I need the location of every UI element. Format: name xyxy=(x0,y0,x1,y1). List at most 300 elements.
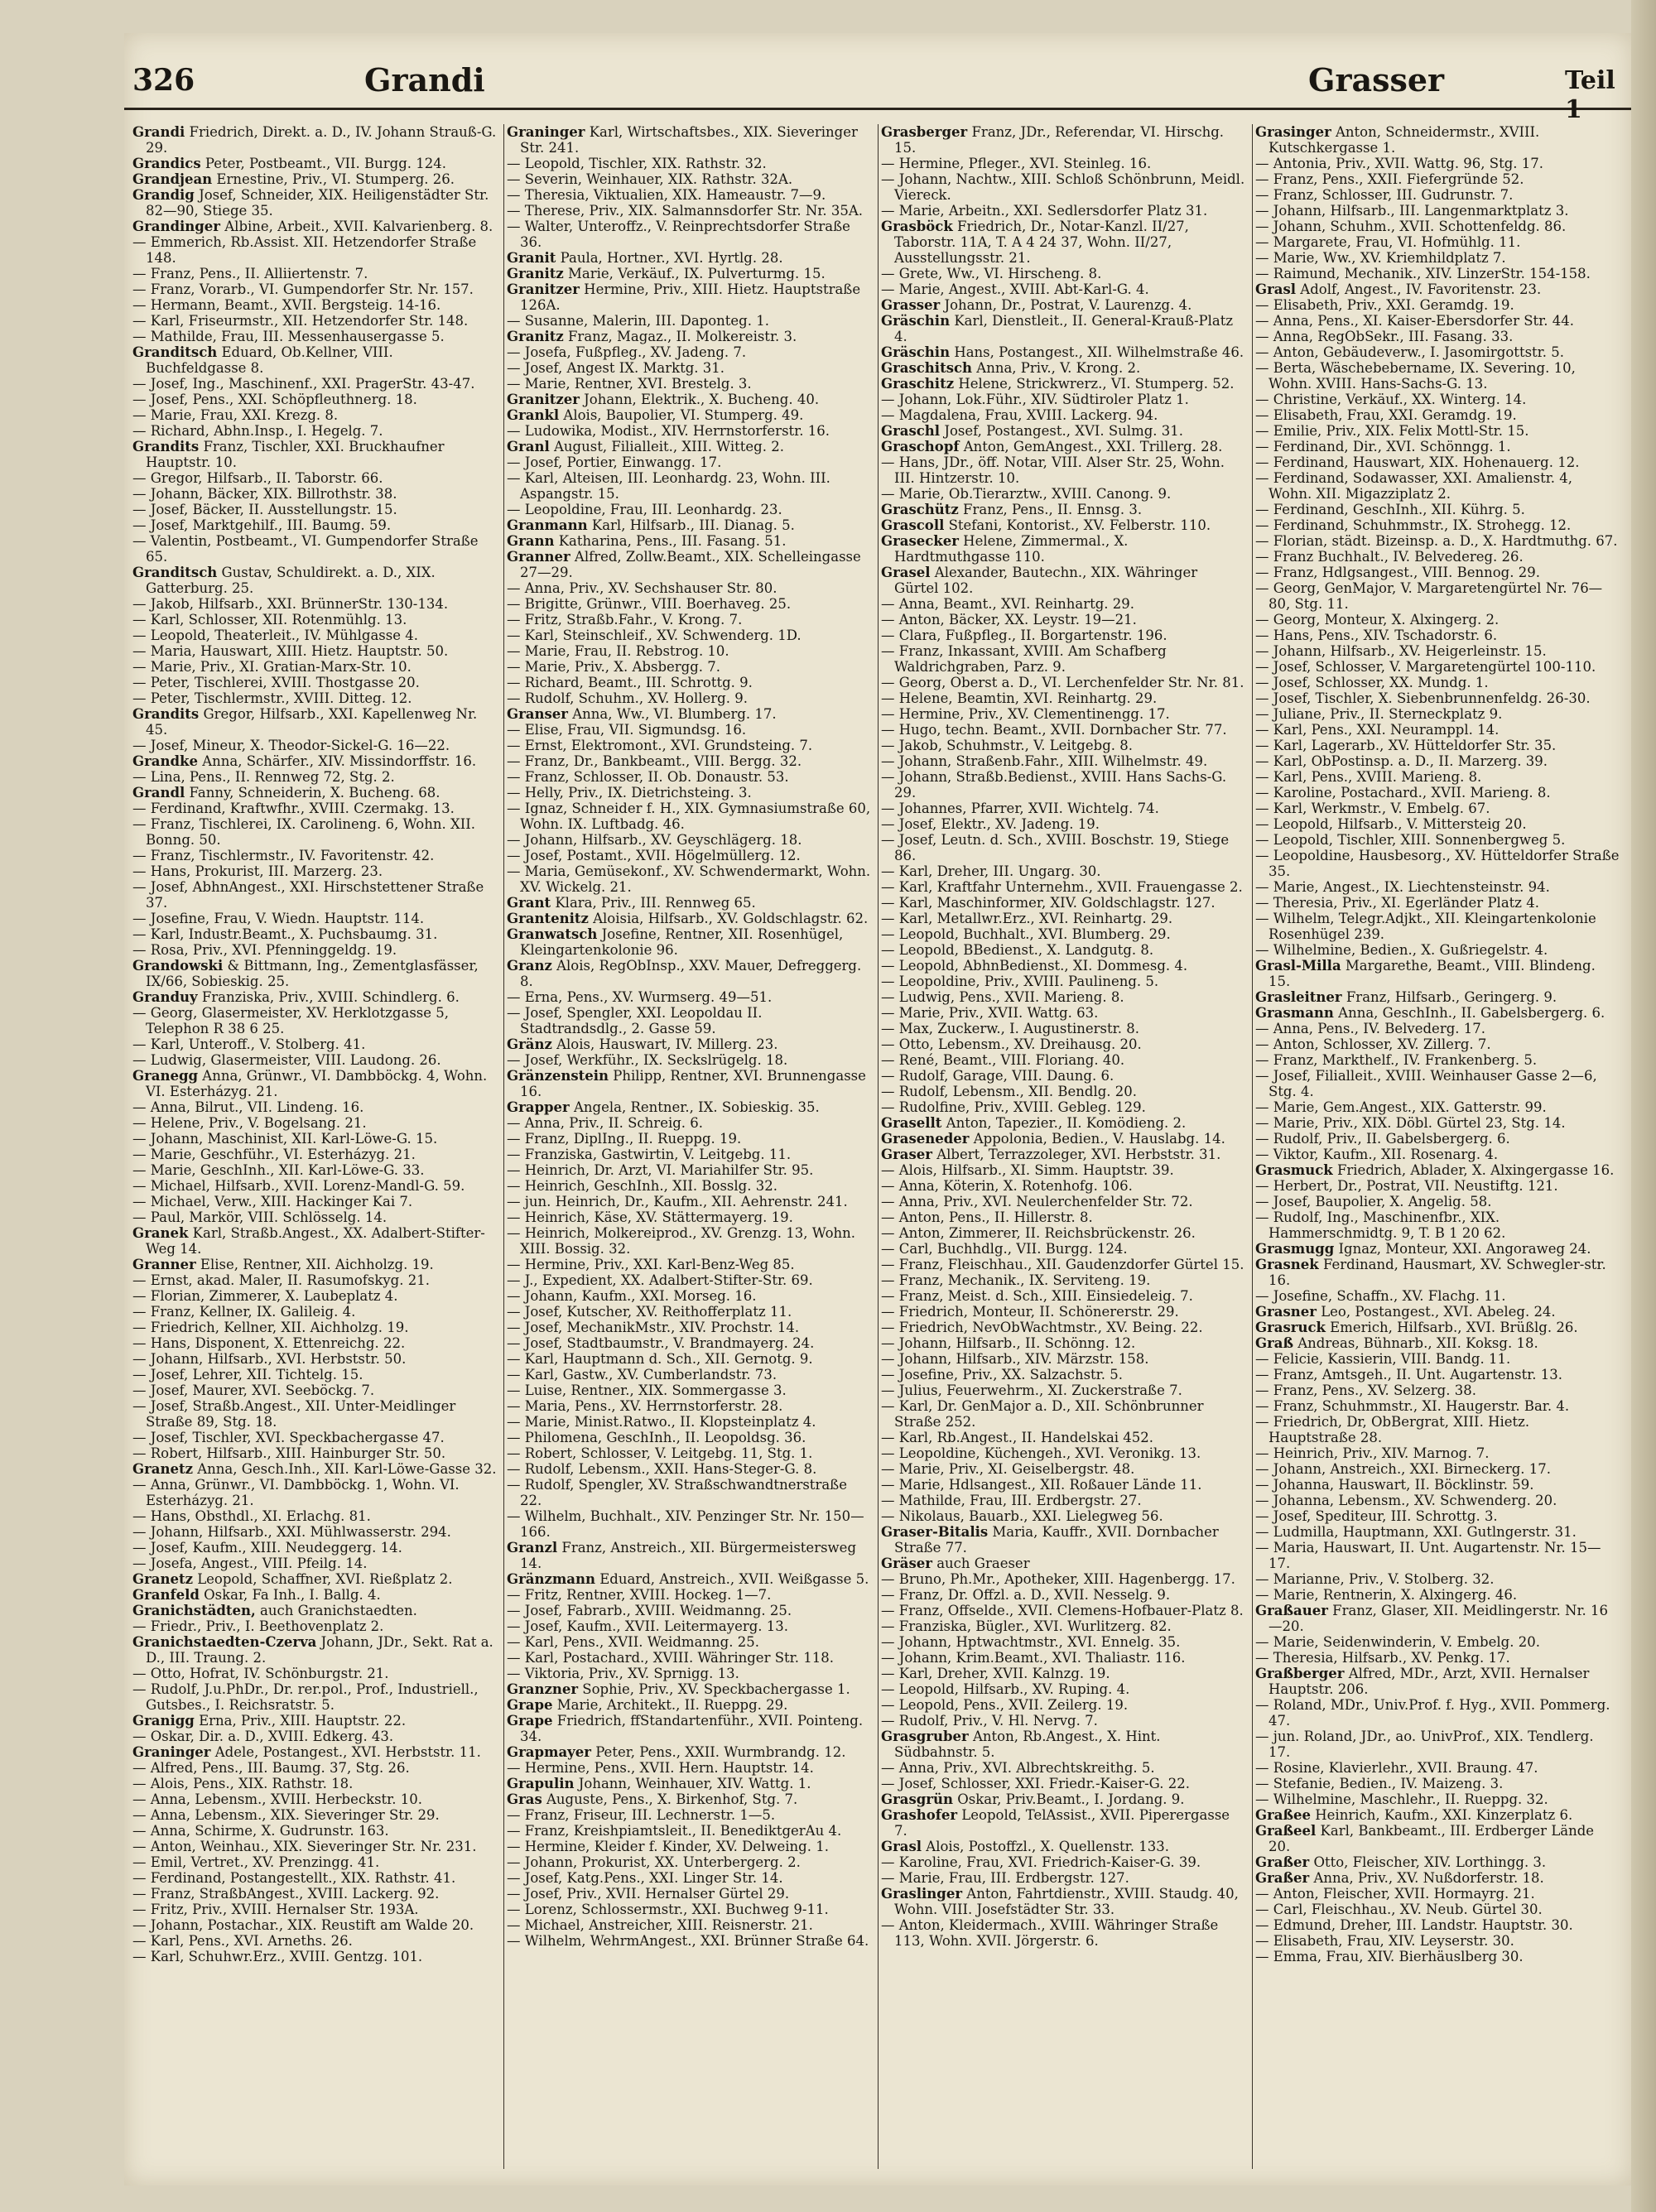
directory-entry: Grandl Fanny, Schneiderin, X. Bucheng. 68. xyxy=(132,785,440,801)
directory-entry: Graschitz Helene, Strickwrerz., VI. Stumperg. 52. xyxy=(881,376,1235,392)
directory-entry: — Wilhelm, Telegr.Adjkt., XII. Kleingartenkolonie Rosenhügel 239. xyxy=(1255,911,1596,942)
directory-entry: — Philomena, GeschInh., II. Leopoldsg. 36. xyxy=(507,1430,806,1445)
directory-entry: — Anna, Priv., II. Schreig. 6. xyxy=(507,1115,704,1131)
directory-entry: — Hans, Obsthdl., XI. Erlachg. 81. xyxy=(132,1508,371,1524)
directory-entry: Grasmugg Ignaz, Monteur, XXI. Angoraweg 24. xyxy=(1255,1241,1591,1257)
directory-entry: — Karl, Maschinformer, XIV. Goldschlagstr. 127. xyxy=(881,895,1216,911)
directory-entry: — Peter, Tischlerei, XVIII. Thostgasse 20. xyxy=(132,675,420,690)
directory-entry: Grandig Josef, Schneider, XIX. Heiligenstädter Str. 82—90, Stiege 35. xyxy=(132,187,489,219)
directory-entry: — Josef, Bäcker, II. Ausstellungstr. 15. xyxy=(132,502,397,517)
directory-entry: — Fritz, Rentner, XVIII. Hockeg. 1—7. xyxy=(507,1587,772,1603)
directory-entry: — Heinrich, Käse, XV. Stättermayerg. 19. xyxy=(507,1209,793,1225)
directory-entry: — Karl, Dreher, III. Ungarg. 30. xyxy=(881,863,1101,879)
directory-entry: — Luise, Rentner., XIX. Sommergasse 3. xyxy=(507,1382,787,1398)
directory-entry: Granmann Karl, Hilfsarb., III. Dianag. 5. xyxy=(507,517,795,533)
directory-entry: — Karl, Dreher, XVII. Kalnzg. 19. xyxy=(881,1666,1110,1681)
directory-entry: Grasl Adolf, Angest., IV. Favoritenstr. 23. xyxy=(1255,281,1542,297)
directory-entry: — Johann, Hilfsarb., III. Langenmarktplatz 3. xyxy=(1255,203,1569,219)
directory-entry: — Leopold, Pens., XVII. Zeilerg. 19. xyxy=(881,1697,1129,1713)
directory-entry: — Max, Zuckerw., I. Augustinerstr. 8. xyxy=(881,1021,1139,1036)
directory-entry: — Johann, Schuhm., XVII. Schottenfeldg. 86. xyxy=(1255,219,1567,234)
directory-entry: — Alois, Pens., XIX. Rathstr. 18. xyxy=(132,1776,354,1791)
directory-entry: — Carl, Fleischhau., XV. Neub. Gürtel 30. xyxy=(1255,1902,1543,1917)
directory-entry: — Juliane, Priv., II. Sterneckplatz 9. xyxy=(1255,706,1503,722)
directory-entry: — Marie, Frau, XXI. Krezg. 8. xyxy=(132,407,339,423)
directory-entry: — Richard, Beamt., III. Schrottg. 9. xyxy=(507,675,753,690)
directory-entry: — Josef, Tischler, X. Siebenbrunnenfeldg. 26-30. xyxy=(1255,690,1591,706)
directory-entry: — Florian, städt. Bizeinsp. a. D., X. Hardtmuthg. 67. xyxy=(1255,533,1618,549)
directory-entry: Grasl-Milla Margarethe, Beamt., VIII. Blindeng. 15. xyxy=(1255,958,1596,989)
directory-column-2 xyxy=(507,124,879,2169)
directory-entry: — Rudolf, Lebensm., XII. Bendlg. 20. xyxy=(881,1084,1138,1099)
directory-entry: — Ludowika, Modist., XIV. Herrnstorferstr. 16. xyxy=(507,423,830,439)
directory-entry: — Ludmilla, Hauptmann, XXI. Gutlngerstr. 31. xyxy=(1255,1524,1577,1540)
directory-entry: — Emmerich, Rb.Assist. XII. Hetzendorfer Straße 148. xyxy=(132,234,477,266)
directory-entry: — Marie, Angest., IX. Liechtensteinstr. 94. xyxy=(1255,879,1550,895)
directory-entry: Granitzer Johann, Elektrik., X. Bucheng. 40. xyxy=(507,392,820,407)
directory-entry: — Wilhelmine, Bedien., X. Gußriegelstr. 4. xyxy=(1255,942,1548,958)
directory-entry: — Anton, Fleischer, XVII. Hormayrg. 21. xyxy=(1255,1886,1535,1902)
directory-entry: Grasberger Franz, JDr., Referendar, VI. Hirschg. 15. xyxy=(881,124,1225,156)
directory-entry: — Josef, Ing., Maschinenf., XXI. PragerStr. 43-47. xyxy=(132,376,475,392)
directory-entry: — Johann, Lok.Führ., XIV. Südtiroler Platz 1. xyxy=(881,392,1189,407)
directory-entry: Granduy Franziska, Priv., XVIII. Schindlerg. 6. xyxy=(132,989,460,1005)
directory-entry: Granser Anna, Ww., VI. Blumberg. 17. xyxy=(507,706,777,722)
directory-entry: Gräschin Hans, Postangest., XII. Wilhelmstraße 46. xyxy=(881,344,1244,360)
directory-entry: Grasgruber Anton, Rb.Angest., X. Hint. Südbahnstr. 5. xyxy=(881,1729,1161,1760)
directory-entry: — Leopold, Tischler, XIX. Rathstr. 32. xyxy=(507,156,767,171)
directory-entry: — Leopold, Buchhalt., XVI. Blumberg. 29. xyxy=(881,926,1171,942)
directory-columns xyxy=(132,124,1631,2169)
directory-entry: — Johann, Hptwachtmstr., XVI. Ennelg. 35. xyxy=(881,1634,1181,1650)
directory-entry: — Severin, Weinhauer, XIX. Rathstr. 32A. xyxy=(507,171,793,187)
directory-entry: Granl August, Filialleit., XIII. Witteg. 2. xyxy=(507,439,784,454)
directory-entry: — Rudolf, Spengler, XV. Straßschwandtnerstraße 22. xyxy=(507,1477,847,1508)
directory-entry: — Josef, Postamt., XVII. Högelmüllerg. 12. xyxy=(507,848,801,863)
directory-entry: — Karl, Rb.Angest., II. Handelskai 452. xyxy=(881,1430,1154,1445)
directory-entry: — Marie, Priv., XI. Geiselbergstr. 48. xyxy=(881,1461,1135,1477)
directory-entry: — Josef, Lehrer, XII. Tichtelg. 15. xyxy=(132,1367,363,1382)
directory-column-3 xyxy=(881,124,1253,2169)
directory-entry: — Marie, Arbeitn., XXI. Sedlersdorfer Platz 31. xyxy=(881,203,1208,219)
directory-entry: — Franz, Schlosser, II. Ob. Donaustr. 53. xyxy=(507,769,789,785)
directory-entry: Gräschin Karl, Dienstleit., II. General-Krauß-Platz 4. xyxy=(881,313,1234,344)
directory-entry: — Franz, Dr. Offzl. a. D., XVII. Nesselg. 9. xyxy=(881,1587,1171,1603)
directory-entry: — Marianne, Priv., V. Stolberg. 32. xyxy=(1255,1571,1495,1587)
directory-entry: — Friedrich, NevObWachtmstr., XV. Being. 22. xyxy=(881,1320,1203,1335)
directory-entry: — Rudolf, Priv., V. Hl. Nervg. 7. xyxy=(881,1713,1098,1729)
directory-entry: — Marie, Angest., XVIII. Abt-Karl-G. 4. xyxy=(881,281,1149,297)
directory-entry: — Johann, Hilfsarb., XXI. Mühlwasserstr. 294. xyxy=(132,1524,451,1540)
directory-entry: — Marie, Priv., XI. Gratian-Marx-Str. 10. xyxy=(132,659,412,675)
directory-entry: — Leopoldine, Priv., XVIII. Paulineng. 5. xyxy=(881,974,1159,989)
directory-entry: — Josef, Maurer, XVI. Seeböckg. 7. xyxy=(132,1382,375,1398)
directory-entry: Granichstädten, auch Granichstaedten. xyxy=(132,1603,417,1618)
directory-entry: — Anna, Lebensm., XVIII. Herbeckstr. 10. xyxy=(132,1791,422,1807)
directory-entry: — Heinrich, GeschInh., XII. Bosslg. 32. xyxy=(507,1178,777,1194)
directory-entry: — Robert, Hilfsarb., XIII. Hainburger Str. 50. xyxy=(132,1445,446,1461)
directory-entry: — Marie, Priv., XVII. Wattg. 63. xyxy=(881,1005,1099,1021)
directory-entry: — Wilhelm, WehrmAngest., XXI. Brünner Straße 64. xyxy=(507,1933,869,1949)
directory-entry: Graß Andreas, Bühnarb., XII. Koksg. 18. xyxy=(1255,1335,1538,1351)
directory-entry: — Franz, Amtsgeh., II. Unt. Augartenstr. 13. xyxy=(1255,1367,1563,1382)
directory-entry: — Johann, Hilfsarb., XVI. Herbststr. 50. xyxy=(132,1351,407,1367)
directory-entry: — Karl, Friseurmstr., XII. Hetzendorfer Str. 148. xyxy=(132,313,469,329)
directory-entry: Grasmann Anna, GeschInh., II. Gabelsbergerg. 6. xyxy=(1255,1005,1605,1021)
directory-entry: — Josef, Stadtbaumstr., V. Brandmayerg. 24. xyxy=(507,1335,815,1351)
directory-entry: — Marie, Gem.Angest., XIX. Gatterstr. 99. xyxy=(1255,1099,1547,1115)
directory-entry: Graninger Adele, Postangest., XVI. Herbststr. 11. xyxy=(132,1744,481,1760)
directory-entry: — Franz, Vorarb., VI. Gumpendorfer Str. Nr. 157. xyxy=(132,281,474,297)
directory-entry: — Heinrich, Molkereiprod., XV. Grenzg. 13, Wohn. XIII. Bossig. 32. xyxy=(507,1225,856,1257)
directory-entry: — Ferdinand, Postangestellt., XIX. Rathstr. 41. xyxy=(132,1870,456,1886)
directory-entry: — Franz, Pens., XV. Selzerg. 38. xyxy=(1255,1382,1476,1398)
directory-entry: — Josef, Fabrarb., XVIII. Weidmanng. 25. xyxy=(507,1603,792,1618)
directory-entry: — Grete, Ww., VI. Hirscheng. 8. xyxy=(881,266,1102,281)
directory-entry: — Hermann, Beamt., XVII. Bergsteig. 14-16. xyxy=(132,297,441,313)
directory-entry: — Florian, Zimmerer, X. Laubeplatz 4. xyxy=(132,1288,398,1304)
directory-entry: — Georg, Monteur, X. Alxingerg. 2. xyxy=(1255,612,1500,628)
header-right-keyword: Grasser xyxy=(1308,61,1445,99)
directory-entry: — Marie, Rentner, XVI. Brestelg. 3. xyxy=(507,376,752,392)
directory-entry: — Josef, Werkführ., IX. Seckslrügelg. 18. xyxy=(507,1052,788,1068)
directory-entry: — René, Beamt., VIII. Floriang. 40. xyxy=(881,1052,1125,1068)
directory-entry: — Josef, Filialleit., XVIII. Weinhauser Gasse 2—6, Stg. 4. xyxy=(1255,1068,1597,1099)
directory-entry: — Fritz, Straßb.Fahr., V. Krong. 7. xyxy=(507,612,743,628)
directory-entry: Graßer Otto, Fleischer, XIV. Lorthingg. 3. xyxy=(1255,1854,1547,1870)
directory-entry: Graschopf Anton, GemAngest., XXI. Trillerg. 28. xyxy=(881,439,1223,454)
directory-entry: — Josef, Katg.Pens., XXI. Linger Str. 14. xyxy=(507,1870,783,1886)
directory-entry: Grant Klara, Priv., III. Rennweg 65. xyxy=(507,895,756,911)
directory-entry: Grape Marie, Architekt., II. Rueppg. 29. xyxy=(507,1697,788,1713)
directory-entry: — Karl, ObPostinsp. a. D., II. Marzerg. 39. xyxy=(1255,753,1548,769)
directory-entry: — Lina, Pens., II. Rennweg 72, Stg. 2. xyxy=(132,769,395,785)
directory-entry: — Hans, Prokurist, III. Marzerg. 23. xyxy=(132,863,383,879)
directory-entry: Grasgrün Oskar, Priv.Beamt., I. Jordang. 9. xyxy=(881,1791,1185,1807)
directory-entry: Graßer Anna, Priv., XV. Nußdorferstr. 18. xyxy=(1255,1870,1544,1886)
directory-entry: — Alfred, Pens., III. Baumg. 37, Stg. 26. xyxy=(132,1760,410,1776)
directory-entry: — Carl, Buchhdlg., VII. Burgg. 124. xyxy=(881,1241,1128,1257)
directory-entry: — Marie, GeschInh., XII. Karl-Löwe-G. 33. xyxy=(132,1162,425,1178)
directory-entry: — Anna, RegObSekr., III. Fasang. 33. xyxy=(1255,329,1514,344)
directory-entry: Grasruck Emerich, Hilfsarb., XVI. Brüßlg. 26. xyxy=(1255,1320,1578,1335)
directory-entry: — Franz, DiplIng., II. Rueppg. 19. xyxy=(507,1131,742,1147)
directory-entry: — Ferdinand, Schuhmmstr., IX. Strohegg. 12. xyxy=(1255,517,1572,533)
directory-entry: Grandics Peter, Postbeamt., VII. Burgg. 124. xyxy=(132,156,447,171)
directory-entry: — Ferdinand, Sodawasser, XXI. Amalienstr. 4, Wohn. XII. Migazziplatz 2. xyxy=(1255,470,1573,502)
directory-entry: — Maria, Hauswart, XIII. Hietz. Hauptstr. 50. xyxy=(132,643,449,659)
directory-entry: — Jakob, Schuhmstr., V. Leitgebg. 8. xyxy=(881,738,1133,753)
directory-entry: — Georg, GenMajor, V. Margaretengürtel Nr. 76—80, Stg. 11. xyxy=(1255,580,1603,612)
directory-entry: Grascoll Stefani, Kontorist., XV. Felberstr. 110. xyxy=(881,517,1211,533)
directory-entry: — Margarete, Frau, VI. Hofmühlg. 11. xyxy=(1255,234,1521,250)
directory-entry: Graser-Bitalis Maria, Kauffr., XVII. Dornbacher Straße 77. xyxy=(881,1524,1219,1556)
directory-entry: — Helene, Beamtin, XVI. Reinhartg. 29. xyxy=(881,690,1158,706)
directory-entry: — Johann, Krim.Beamt., XVI. Thaliastr. 116. xyxy=(881,1650,1186,1666)
directory-entry: — J., Expedient, XX. Adalbert-Stifter-Str. 69. xyxy=(507,1272,813,1288)
directory-entry: Granz Alois, RegObInsp., XXV. Mauer, Defreggerg. 8. xyxy=(507,958,862,989)
directory-entry: — Marie, Frau, III. Erdbergstr. 127. xyxy=(881,1870,1129,1886)
directory-entry: — Karl, Metallwr.Erz., XVI. Reinhartg. 29. xyxy=(881,911,1173,926)
directory-entry: — Franz Buchhalt., IV. Belvedereg. 26. xyxy=(1255,549,1524,565)
directory-entry: Grasner Leo, Postangest., XVI. Abeleg. 24. xyxy=(1255,1304,1556,1320)
directory-entry: Graßee Heinrich, Kaufm., XXI. Kinzerplatz 6. xyxy=(1255,1807,1573,1823)
directory-entry: Grasecker Helene, Zimmermal., X. Hardtmuthgasse 110. xyxy=(881,533,1129,565)
directory-entry: — Josef, Portier, Einwangg. 17. xyxy=(507,454,722,470)
directory-entry: — Franz, Tischlermstr., IV. Favoritenstr. 42. xyxy=(132,848,435,863)
directory-entry: — Leopoldine, Küchengeh., XVI. Veronikg. 13. xyxy=(881,1445,1201,1461)
directory-entry: — Viktor, Kaufm., XII. Rosenarg. 4. xyxy=(1255,1147,1499,1162)
directory-entry: — Johann, Bäcker, XIX. Billrothstr. 38. xyxy=(132,486,397,502)
directory-entry: — Rudolf, Garage, VIII. Daung. 6. xyxy=(881,1068,1114,1084)
directory-entry: Grasmuck Friedrich, Ablader, X. Alxingergasse 16. xyxy=(1255,1162,1615,1178)
directory-entry: — Emilie, Priv., XIX. Felix Mottl-Str. 15. xyxy=(1255,423,1529,439)
directory-entry: — Karl, Pens., XVI. Arneths. 26. xyxy=(132,1933,353,1949)
directory-entry: — Maria, Pens., XV. Herrnstorferstr. 28. xyxy=(507,1398,783,1414)
directory-entry: — Leopold, Tischler, XIII. Sonnenbergweg 5. xyxy=(1255,832,1566,848)
directory-entry: — Marie, Frau, II. Rebstrog. 10. xyxy=(507,643,729,659)
directory-entry: Grandinger Albine, Arbeit., XVII. Kalvarienberg. 8. xyxy=(132,219,493,234)
directory-entry: — Ferdinand, GeschInh., XII. Kührg. 5. xyxy=(1255,502,1525,517)
directory-entry: — jun. Heinrich, Dr., Kaufm., XII. Aehrenstr. 241. xyxy=(507,1194,848,1209)
directory-entry: — Johann, Hilfsarb., XIV. Märzstr. 158. xyxy=(881,1351,1149,1367)
directory-entry: — Josef, Spengler, XXI. Leopoldau II. Stadtrandsdlg., 2. Gasse 59. xyxy=(507,1005,763,1036)
directory-entry: — Leopold, BBedienst., X. Landgutg. 8. xyxy=(881,942,1154,958)
directory-entry: — Viktoria, Priv., XV. Sprnigg. 13. xyxy=(507,1666,739,1681)
directory-entry: — Ludwig, Glasermeister, VIII. Laudong. 26. xyxy=(132,1052,441,1068)
directory-entry: — Roland, MDr., Univ.Prof. f. Hyg., XVII. Pommerg. 47. xyxy=(1255,1697,1610,1729)
directory-entry: — Leopoldine, Hausbesorg., XV. Hütteldorfer Straße 35. xyxy=(1255,848,1620,879)
directory-entry: — Edmund, Dreher, III. Landstr. Hauptstr. 30. xyxy=(1255,1917,1573,1933)
directory-entry: — Franz, Offselde., XVII. Clemens-Hofbauer-Platz 8. xyxy=(881,1603,1244,1618)
directory-entry: — Anton, Bäcker, XX. Leystr. 19—21. xyxy=(881,612,1137,628)
directory-entry: — Friedr., Priv., I. Beethovenplatz 2. xyxy=(132,1618,384,1634)
directory-entry: — Hans, Disponent, X. Ettenreichg. 22. xyxy=(132,1335,406,1351)
directory-entry: — Emil, Vertret., XV. Prenzingg. 41. xyxy=(132,1854,380,1870)
directory-entry: — Franz, Kellner, IX. Galileig. 4. xyxy=(132,1304,356,1320)
directory-entry: — Josef, Kaufm., XVII. Leitermayerg. 13. xyxy=(507,1618,789,1634)
directory-entry: — Franz, Hdlgsangest., VIII. Bennog. 29. xyxy=(1255,565,1540,580)
directory-entry: — Karl, Pens., XVII. Weidmanng. 25. xyxy=(507,1634,759,1650)
directory-entry: Granzner Sophie, Priv., XV. Speckbachergasse 1. xyxy=(507,1681,850,1697)
directory-entry: Grasel Alexander, Bautechn., XIX. Währinger Gürtel 102. xyxy=(881,565,1198,596)
directory-entry: — Rudolfine, Priv., XVIII. Gebleg. 129. xyxy=(881,1099,1146,1115)
directory-entry: — Josef, Angest IX. Marktg. 31. xyxy=(507,360,725,376)
directory-entry: Granitz Marie, Verkäuf., IX. Pulverturmg. 15. xyxy=(507,266,826,281)
directory-page xyxy=(124,33,1631,2186)
directory-entry: — Hermine, Pfleger., XVI. Steinleg. 16. xyxy=(881,156,1152,171)
directory-entry: Gras Auguste, Pens., X. Birkenhof, Stg. 7. xyxy=(507,1791,798,1807)
directory-entry: — Karl, Pens., XXI. Neuramppl. 14. xyxy=(1255,722,1500,738)
directory-entry: Grandowski & Bittmann, Ing., Zementglasfässer, IX/66, Sobieskig. 25. xyxy=(132,958,479,989)
directory-entry: Grann Katharina, Pens., III. Fasang. 51. xyxy=(507,533,787,549)
directory-entry: — Marie, Priv., X. Absbergg. 7. xyxy=(507,659,721,675)
directory-entry: — Theresia, Viktualien, XIX. Hameaustr. 7—9. xyxy=(507,187,826,203)
directory-entry: — Johann, Maschinist, XII. Karl-Löwe-G. 15. xyxy=(132,1131,438,1147)
directory-column-1 xyxy=(132,124,504,2169)
directory-entry: Grashofer Leopold, TelAssist., XVII. Piperergasse 7. xyxy=(881,1807,1230,1839)
directory-entry: Granzl Franz, Anstreich., XII. Bürgermeistersweg 14. xyxy=(507,1540,857,1571)
directory-entry: — Josef, Schlosser, V. Margaretengürtel 100-110. xyxy=(1255,659,1596,675)
directory-entry: Grasellt Anton, Tapezier., II. Komödieng. 2. xyxy=(881,1115,1187,1131)
directory-entry: — Oskar, Dir. a. D., XVIII. Edkerg. 43. xyxy=(132,1729,394,1744)
directory-entry: — Rosine, Klavierlehr., XVII. Braung. 47. xyxy=(1255,1760,1538,1776)
directory-entry: Graschitsch Anna, Priv., V. Krong. 2. xyxy=(881,360,1141,376)
directory-entry: — Josefine, Frau, V. Wiedn. Hauptstr. 114. xyxy=(132,911,425,926)
directory-entry: — Marie, Geschführ., VI. Esterházyg. 21. xyxy=(132,1147,416,1162)
directory-entry: — Herbert, Dr., Postrat, VII. Neustiftg. 121. xyxy=(1255,1178,1558,1194)
directory-entry: — Anna, Priv., XVI. Albrechtskreithg. 5. xyxy=(881,1760,1155,1776)
directory-entry: — Paul, Markör, VIII. Schlösselg. 14. xyxy=(132,1209,388,1225)
directory-entry: — Anna, Beamt., XVI. Reinhartg. 29. xyxy=(881,596,1135,612)
directory-entry: — Hermine, Kleider f. Kinder, XV. Delweing. 1. xyxy=(507,1839,829,1854)
directory-entry: — Ignaz, Schneider f. H., XIX. Gymnasiumstraße 60, Wohn. IX. Luftbadg. 46. xyxy=(507,801,871,832)
directory-entry: — Karl, Werkmstr., V. Embelg. 67. xyxy=(1255,801,1490,816)
directory-entry: Gränzmann Eduard, Anstreich., XVII. Weißgasse 5. xyxy=(507,1571,869,1587)
directory-entry: — Josef, Marktgehilf., III. Baumg. 59. xyxy=(132,517,392,533)
directory-entry: — Fritz, Priv., XVIII. Hernalser Str. 193A. xyxy=(132,1902,419,1917)
directory-entry: — Magdalena, Frau, XVIII. Lackerg. 94. xyxy=(881,407,1158,423)
directory-column-4 xyxy=(1255,124,1626,2169)
directory-entry: — Marie, Hdlsangest., XII. Roßauer Lände 11. xyxy=(881,1477,1202,1493)
directory-entry: Graschl Josef, Postangest., XVI. Sulmg. 31. xyxy=(881,423,1184,439)
directory-entry: — Anton, Gebäudeverw., I. Jasomirgottstr. 5. xyxy=(1255,344,1564,360)
directory-entry: — Nikolaus, Bauarb., XXI. Lielegweg 56. xyxy=(881,1508,1163,1524)
directory-entry: — Josef, Mineur, X. Theodor-Sickel-G. 16—22. xyxy=(132,738,450,753)
directory-entry: — Theresia, Priv., XI. Egerländer Platz 4. xyxy=(1255,895,1539,911)
directory-entry: — Walter, Unteroffz., V. Reinprechtsdorfer Straße 36. xyxy=(507,219,850,250)
directory-entry: — Raimund, Mechanik., XIV. LinzerStr. 154-158. xyxy=(1255,266,1591,281)
directory-entry: Grasnek Ferdinand, Hausmart, XV. Schwegler-str. 16. xyxy=(1255,1257,1606,1288)
directory-entry: — Heinrich, Priv., XIV. Marnog. 7. xyxy=(1255,1445,1490,1461)
directory-entry: — Anna, Köterin, X. Rotenhofg. 106. xyxy=(881,1178,1133,1194)
directory-entry: — Clara, Fußpfleg., II. Borgartenstr. 196. xyxy=(881,628,1167,643)
directory-entry: — Peter, Tischlermstr., XVIII. Ditteg. 12. xyxy=(132,690,412,706)
directory-entry: Graßauer Franz, Glaser, XII. Meidlingerstr. Nr. 16—20. xyxy=(1255,1603,1609,1634)
directory-entry: — Rudolf, Ing., Maschinenfbr., XIX. Hammerschmidtg. 9, T. B 1 20 62. xyxy=(1255,1209,1506,1241)
directory-entry: — Rudolf, J.u.PhDr., Dr. rer.pol., Prof., Industriell., Gutsbes., I. Reichsratstr. 5. xyxy=(132,1681,479,1713)
directory-entry: — Josef, MechanikMstr., XIV. Prochstr. 14. xyxy=(507,1320,800,1335)
directory-entry: — Maria, Gemüsekonf., XV. Schwendermarkt, Wohn. XV. Wickelg. 21. xyxy=(507,863,871,895)
directory-entry: Graßeel Karl, Bankbeamt., III. Erdberger Lände 20. xyxy=(1255,1823,1595,1854)
directory-entry: Granitz Franz, Magaz., II. Molkereistr. 3. xyxy=(507,329,797,344)
directory-entry: — Franz, Schlosser, III. Gudrunstr. 7. xyxy=(1255,187,1514,203)
directory-entry: — Franz, Fleischhau., XII. Gaudenzdorfer Gürtel 15. xyxy=(881,1257,1244,1272)
directory-entry: — Anton, Pens., II. Hillerstr. 8. xyxy=(881,1209,1093,1225)
directory-entry: — Georg, Glasermeister, XV. Herklotzgasse 5, Telephon R 38 6 25. xyxy=(132,1005,450,1036)
directory-entry: — Josef, Straßb.Angest., XII. Unter-Meidlinger Straße 89, Stg. 18. xyxy=(132,1398,456,1430)
directory-entry: Grasleitner Franz, Hilfsarb., Geringerg. 9. xyxy=(1255,989,1557,1005)
directory-entry: Granigg Erna, Priv., XIII. Hauptstr. 22. xyxy=(132,1713,407,1729)
directory-entry: — Antonia, Priv., XVII. Wattg. 96, Stg. 17. xyxy=(1255,156,1544,171)
directory-entry: — Karl, Unteroff., V. Stolberg. 41. xyxy=(132,1036,366,1052)
directory-entry: — Marie, Priv., XIX. Döbl. Gürtel 23, Stg. 14. xyxy=(1255,1115,1566,1131)
directory-entry: — Marie, Rentnerin, X. Alxingerg. 46. xyxy=(1255,1587,1518,1603)
page-header xyxy=(124,58,1631,124)
directory-entry: — Marie, Ob.Tierarztw., XVIII. Canong. 9. xyxy=(881,486,1172,502)
directory-entry: — Karl, Gastw., XV. Cumberlandstr. 73. xyxy=(507,1367,777,1382)
directory-entry: — Bruno, Ph.Mr., Apotheker, XIII. Hagenbergg. 17. xyxy=(881,1571,1235,1587)
directory-entry: Granditsch Eduard, Ob.Kellner, VIII. Buchfeldgasse 8. xyxy=(132,344,393,376)
directory-entry: — Franz, Pens., II. Alliiertenstr. 7. xyxy=(132,266,368,281)
directory-entry: — Rudolf, Priv., II. Gabelsbergerg. 6. xyxy=(1255,1131,1510,1147)
directory-entry: Grapper Angela, Rentner., IX. Sobieskig. 35. xyxy=(507,1099,820,1115)
directory-entry: — Friedrich, Dr, ObBergrat, XIII. Hietz. Hauptstraße 28. xyxy=(1255,1414,1530,1445)
directory-entry: — Josefa, Angest., VIII. Pfeilg. 14. xyxy=(132,1556,368,1571)
directory-entry: — Franz, Friseur, III. Lechnerstr. 1—5. xyxy=(507,1807,776,1823)
directory-entry: — Ferdinand, Hauswart, XIX. Hohenauerg. 12. xyxy=(1255,454,1580,470)
directory-entry: — Alois, Hilfsarb., XI. Simm. Hauptstr. 39. xyxy=(881,1162,1174,1178)
directory-entry: — Josef, Kaufm., XIII. Neudeggerg. 14. xyxy=(132,1540,402,1556)
directory-entry: — Anna, Pens., XI. Kaiser-Ebersdorfer Str. 44. xyxy=(1255,313,1574,329)
directory-entry: Granner Alfred, Zollw.Beamt., XIX. Schelleingasse 27—29. xyxy=(507,549,861,580)
directory-entry: — Michael, Hilfsarb., XVII. Lorenz-Mandl-G. 59. xyxy=(132,1178,465,1194)
directory-entry: — Johann, Hilfsarb., XV. Heigerleinstr. 15. xyxy=(1255,643,1547,659)
directory-entry: — Johann, Prokurist, XX. Unterbergerg. 2. xyxy=(507,1854,801,1870)
directory-entry: Grapulin Johann, Weinhauer, XIV. Wattg. 1. xyxy=(507,1776,811,1791)
directory-entry: — Friedrich, Monteur, II. Schönererstr. 29. xyxy=(881,1304,1179,1320)
directory-entry: — Anton, Zimmerer, II. Reichsbrückenstr. 26. xyxy=(881,1225,1196,1241)
directory-entry: Granitzer Hermine, Priv., XIII. Hietz. Hauptstraße 126A. xyxy=(507,281,861,313)
directory-entry: — Franz, Meist. d. Sch., XIII. Einsiedeleig. 7. xyxy=(881,1288,1193,1304)
directory-entry: — Josef, Kutscher, XV. Reithofferplatz 11. xyxy=(507,1304,792,1320)
directory-entry: — Karl, Alteisen, III. Leonhardg. 23, Wohn. III. Aspangstr. 15. xyxy=(507,470,830,502)
directory-entry: — Otto, Lebensm., XV. Dreihausg. 20. xyxy=(881,1036,1142,1052)
directory-entry: — Johann, Kaufm., XXI. Morseg. 16. xyxy=(507,1288,757,1304)
directory-entry: — Hans, JDr., öff. Notar, VIII. Alser Str. 25, Wohn. III. Hintzerstr. 10. xyxy=(881,454,1225,486)
directory-entry: Grasböck Friedrich, Dr., Notar-Kanzl. II/27, Taborstr. 11A, T. A 4 24 37, Wohn. II/27, Ausstellungsstr. 21. xyxy=(881,219,1189,266)
directory-entry: Granetz Leopold, Schaffner, XVI. Rießplatz 2. xyxy=(132,1571,453,1587)
directory-entry: Grantenitz Aloisia, Hilfsarb., XV. Goldschlagstr. 62. xyxy=(507,911,869,926)
directory-entry: — Erna, Pens., XV. Wurmserg. 49—51. xyxy=(507,989,773,1005)
directory-entry: — Anna, Pens., IV. Belvederg. 17. xyxy=(1255,1021,1485,1036)
directory-entry: — Lorenz, Schlossermstr., XXI. Buchweg 9-11. xyxy=(507,1902,829,1917)
directory-entry: — Franz, Mechanik., IX. Serviteng. 19. xyxy=(881,1272,1151,1288)
directory-entry: — Johann, Nachtw., XIII. Schloß Schönbrunn, Meidl. Viereck. xyxy=(881,171,1245,203)
directory-entry: Grape Friedrich, ffStandartenführ., XVII. Pointeng. 34. xyxy=(507,1713,864,1744)
directory-entry: — Josef, Leutn. d. Sch., XVIII. Boschstr. 19, Stiege 86. xyxy=(881,832,1230,863)
directory-entry: — Karl, Industr.Beamt., X. Puchsbaumg. 31. xyxy=(132,926,438,942)
directory-entry: — Josefa, Fußpfleg., XV. Jadeng. 7. xyxy=(507,344,747,360)
directory-entry: — Maria, Hauswart, II. Unt. Augartenstr. Nr. 15—17. xyxy=(1255,1540,1601,1571)
directory-entry: — Johann, Straßb.Bedienst., XVIII. Hans Sachs-G. 29. xyxy=(881,769,1227,801)
directory-entry: — Helly, Priv., IX. Dietrichsteing. 3. xyxy=(507,785,752,801)
directory-entry: — jun. Roland, JDr., ao. UnivProf., XIX. Tendlerg. 17. xyxy=(1255,1729,1594,1760)
directory-entry: Grandi Friedrich, Direkt. a. D., IV. Johann Strauß-G. 29. xyxy=(132,124,497,156)
directory-entry: — Mathilde, Frau, III. Messenhausergasse 5. xyxy=(132,329,445,344)
directory-entry: — Karl, Postachard., XVIII. Währinger Str. 118. xyxy=(507,1650,834,1666)
directory-entry: — Franz, Markthelf., IV. Frankenberg. 5. xyxy=(1255,1052,1538,1068)
directory-entry: — Elisabeth, Frau, XXI. Geramdg. 19. xyxy=(1255,407,1517,423)
directory-entry: Granditsch Gustav, Schuldirekt. a. D., XIX. Gatterburg. 25. xyxy=(132,565,436,596)
directory-entry: — Heinrich, Dr. Arzt, VI. Mariahilfer Str. 95. xyxy=(507,1162,814,1178)
page-number: 326 xyxy=(132,63,195,98)
directory-entry: Granegg Anna, Grünwr., VI. Dambböckg. 4, Wohn. VI. Esterházyg. 21. xyxy=(132,1068,488,1099)
directory-entry: — Ernst, Elektromont., XVI. Grundsteing. 7. xyxy=(507,738,813,753)
directory-entry: Graninger Karl, Wirtschaftsbes., XIX. Sieveringer Str. 241. xyxy=(507,124,858,156)
directory-entry: Grandits Gregor, Hilfsarb., XXI. Kapellenweg Nr. 45. xyxy=(132,706,478,738)
directory-entry: — Michael, Verw., XIII. Hackinger Kai 7. xyxy=(132,1194,413,1209)
directory-entry: — Elisabeth, Priv., XXI. Geramdg. 19. xyxy=(1255,297,1514,313)
directory-entry: Granek Karl, Straßb.Angest., XX. Adalbert-Stifter-Weg 14. xyxy=(132,1225,485,1257)
directory-entry: — Josef, Spediteur, III. Schrottg. 3. xyxy=(1255,1508,1498,1524)
directory-entry: — Rudolf, Lebensm., XXII. Hans-Steger-G. 8. xyxy=(507,1461,817,1477)
directory-entry: — Franz, Kreishpiamtsleit., II. BenediktgerAu 4. xyxy=(507,1823,842,1839)
directory-entry: — Valentin, Postbeamt., VI. Gumpendorfer Straße 65. xyxy=(132,533,479,565)
directory-entry: Graseneder Appolonia, Bedien., V. Hauslabg. 14. xyxy=(881,1131,1225,1147)
directory-entry: — Marie, Minist.Ratwo., II. Klopsteinplatz 4. xyxy=(507,1414,816,1430)
directory-entry: — Christine, Verkäuf., XX. Winterg. 14. xyxy=(1255,392,1527,407)
